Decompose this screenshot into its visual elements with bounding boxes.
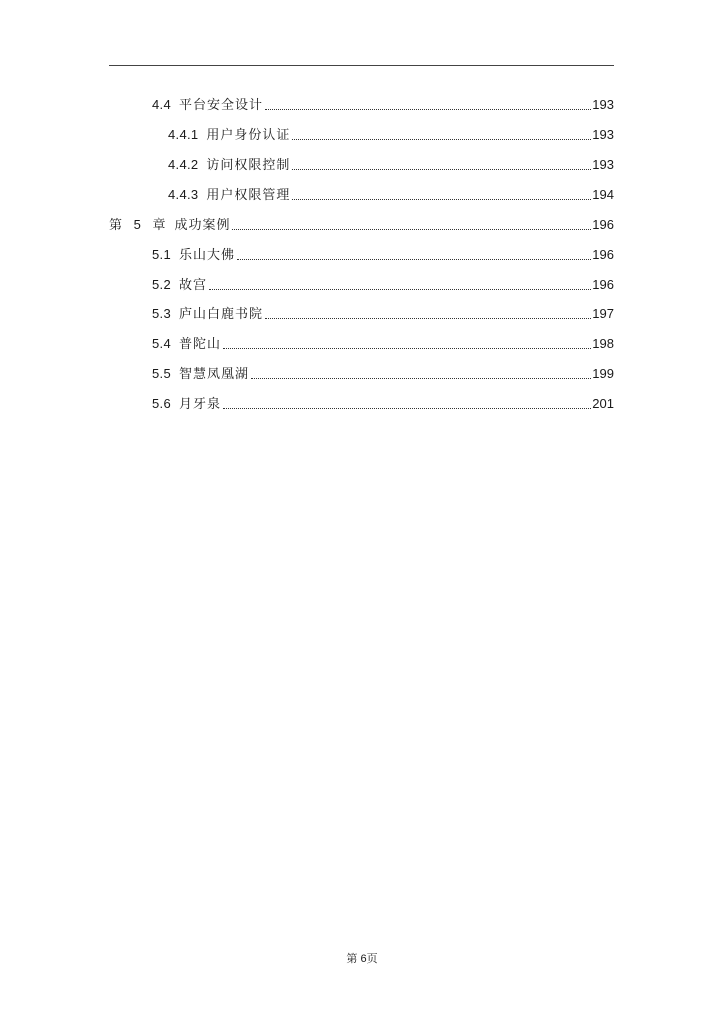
toc-dot-leader [265, 318, 591, 319]
toc-entry-5-2[interactable] [152, 273, 614, 293]
toc-entry-title: 访问权限控制 [206, 157, 291, 172]
toc-entry-title: 用户权限管理 [206, 187, 291, 202]
toc-dot-leader [292, 139, 591, 140]
toc-entry-number: 第 5 章 [109, 217, 167, 232]
toc-entry-page: 193 [592, 97, 614, 112]
toc-entry-number: 5.1 [152, 247, 171, 262]
toc-entry-5-4[interactable] [152, 332, 614, 352]
toc-entry-title: 平台安全设计 [178, 97, 263, 112]
toc-dot-leader [292, 169, 591, 170]
toc-entry-page: 198 [592, 336, 614, 351]
toc-entry-chapter-5[interactable] [109, 213, 614, 233]
toc-entry-title: 用户身份认证 [206, 127, 291, 142]
toc-entry-number: 5.5 [152, 366, 171, 381]
toc-entry-page: 193 [592, 157, 614, 172]
toc-entry-page: 194 [592, 187, 614, 202]
header-rule [109, 65, 614, 66]
toc-entry-title: 庐山白鹿书院 [178, 306, 263, 321]
toc-entry-page: 196 [592, 217, 614, 232]
toc-entry-4-4[interactable] [152, 93, 614, 113]
toc-dot-leader [265, 109, 591, 110]
toc-entry-title: 月牙泉 [178, 396, 221, 411]
toc-entry-number: 4.4.2 [168, 157, 199, 172]
toc-entry-number: 4.4.3 [168, 187, 199, 202]
toc-entry-number: 4.4 [152, 97, 171, 112]
toc-entry-title: 故宫 [178, 277, 207, 292]
toc-dot-leader [209, 289, 591, 290]
toc-entry-number: 5.2 [152, 277, 171, 292]
toc-entry-4-4-1[interactable] [168, 123, 614, 143]
toc-dot-leader [292, 199, 591, 200]
toc-dot-leader [223, 348, 591, 349]
toc-entry-page: 201 [592, 396, 614, 411]
page-number-footer: 第 6页 [346, 953, 378, 965]
toc-entry-5-1[interactable] [152, 243, 614, 263]
toc-entry-title: 乐山大佛 [178, 247, 235, 262]
toc-entry-4-4-2[interactable] [168, 153, 614, 173]
toc-entry-number: 5.6 [152, 396, 171, 411]
toc-entry-5-5[interactable] [152, 362, 614, 382]
toc-entry-page: 197 [592, 306, 614, 321]
toc-entry-5-3[interactable] [152, 302, 614, 322]
toc-entry-number: 4.4.1 [168, 127, 199, 142]
toc-dot-leader [223, 408, 591, 409]
toc-dot-leader [237, 259, 591, 260]
toc-entry-4-4-3[interactable] [168, 183, 614, 203]
toc-entry-page: 196 [592, 247, 614, 262]
toc-entry-title: 智慧凤凰湖 [178, 366, 249, 381]
toc-entry-number: 5.4 [152, 336, 171, 351]
toc-entry-page: 196 [592, 277, 614, 292]
toc-entry-title: 成功案例 [174, 217, 231, 232]
toc-entry-number: 5.3 [152, 306, 171, 321]
toc-entry-page: 199 [592, 366, 614, 381]
toc-entry-5-6[interactable] [152, 392, 614, 412]
toc-dot-leader [232, 229, 591, 230]
toc-entry-page: 193 [592, 127, 614, 142]
toc-dot-leader [251, 378, 591, 379]
toc-entry-title: 普陀山 [178, 336, 221, 351]
